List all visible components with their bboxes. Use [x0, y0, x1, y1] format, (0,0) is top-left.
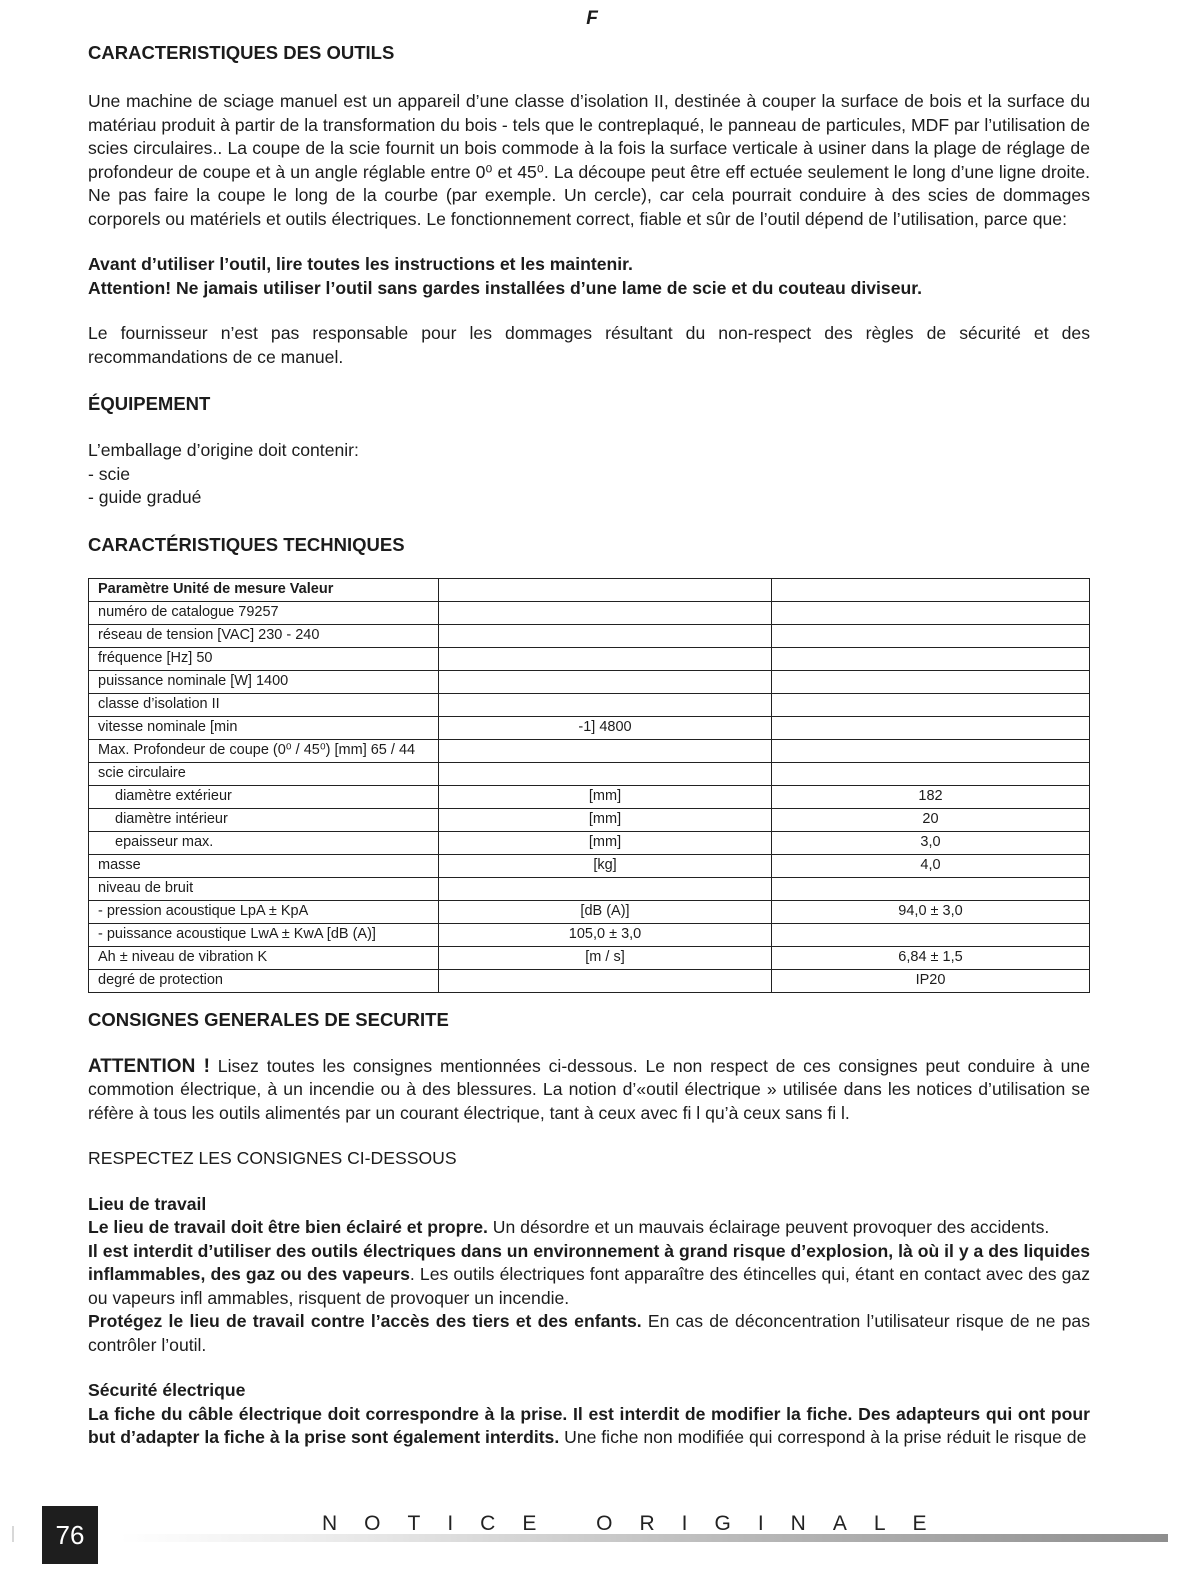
paragraph-lieu-1: [88, 1216, 1090, 1240]
spec-row: [89, 624, 1090, 647]
spec-cell: vitesse nominale [min: [89, 716, 439, 739]
spec-cell: [772, 923, 1090, 946]
spec-cell: [439, 969, 772, 992]
spec-cell: [772, 578, 1090, 601]
spec-cell: [439, 670, 772, 693]
spec-row: [89, 647, 1090, 670]
spec-row: [89, 601, 1090, 624]
spec-cell: niveau de bruit: [89, 877, 439, 900]
spec-row: [89, 578, 1090, 601]
spec-cell: 20: [772, 808, 1090, 831]
spec-cell: Ah ± niveau de vibration K: [89, 946, 439, 969]
lieu-text-3: En cas de déconcentration l’utilisateur risque de ne pas contrôler l’outil.: [88, 1311, 1090, 1355]
spec-cell: epaisseur max.: [89, 831, 439, 854]
securite-text-1: Une fiche non modifiée qui correspond à la prise réduit le risque de: [559, 1427, 1087, 1447]
spec-cell: Paramètre Unité de mesure Valeur: [89, 578, 439, 601]
spec-row: [89, 877, 1090, 900]
spec-cell: numéro de catalogue 79257: [89, 601, 439, 624]
spec-cell: [772, 647, 1090, 670]
section-title-equipement: ÉQUIPEMENT: [88, 393, 211, 414]
spec-row: [89, 785, 1090, 808]
spec-cell: [mm]: [439, 831, 772, 854]
paragraph-lieu-3: [88, 1310, 1090, 1357]
lieu-bold-3: Protégez le lieu de travail contre l’accès des tiers et des enfants.: [88, 1311, 642, 1331]
spec-row: [89, 946, 1090, 969]
subtitle-securite-electrique: Sécurité électrique: [88, 1380, 246, 1400]
attention-label: ATTENTION !: [88, 1055, 210, 1077]
equipment-intro: L’emballage d’origine doit contenir:: [88, 440, 359, 460]
spec-row: [89, 923, 1090, 946]
spec-cell: diamètre extérieur: [89, 785, 439, 808]
spec-row: [89, 693, 1090, 716]
paragraph-lieu-2: [88, 1240, 1090, 1311]
page-footer: [0, 1500, 1184, 1576]
spec-cell: [439, 877, 772, 900]
lieu-text-1: Un désordre et un mauvais éclairage peuvent provoquer des accidents.: [487, 1217, 1050, 1237]
spec-row: [89, 739, 1090, 762]
equipment-item: - scie: [88, 463, 131, 484]
paragraph-liability: Le fournisseur n’est pas responsable pour les dommages résultant du non-respect des règles de sécurité et des recommandations de ce manuel.: [88, 323, 1090, 367]
spec-cell: [772, 693, 1090, 716]
spec-cell: [772, 877, 1090, 900]
spec-cell: [dB (A)]: [439, 900, 772, 923]
spec-cell: [772, 739, 1090, 762]
spec-cell: diamètre intérieur: [89, 808, 439, 831]
spec-cell: 94,0 ± 3,0: [772, 900, 1090, 923]
warning-read-instructions: Avant d’utiliser l’outil, lire toutes les instructions et les maintenir.: [88, 254, 633, 274]
spec-cell: [439, 624, 772, 647]
spec-cell: [439, 578, 772, 601]
spec-cell: [mm]: [439, 785, 772, 808]
paragraph-securite-1: [88, 1403, 1090, 1450]
spec-cell: [772, 601, 1090, 624]
warning-guards: Attention! Ne jamais utiliser l’outil sans gardes installées d’une lame de scie et du couteau diviseur.: [88, 277, 922, 298]
language-marker: F: [586, 8, 598, 29]
spec-cell: degré de protection: [89, 969, 439, 992]
spec-cell: [439, 739, 772, 762]
spec-cell: [439, 762, 772, 785]
spec-cell: 182: [772, 785, 1090, 808]
spec-cell: 6,84 ± 1,5: [772, 946, 1090, 969]
spec-row: [89, 670, 1090, 693]
spec-row: [89, 716, 1090, 739]
spec-cell: [m / s]: [439, 946, 772, 969]
spec-cell: [439, 693, 772, 716]
spec-cell: réseau de tension [VAC] 230 - 240: [89, 624, 439, 647]
spec-cell: 105,0 ± 3,0: [439, 923, 772, 946]
lieu-text-2: . Les outils électriques font apparaître des étincelles qui, étant en contact avec des gaz ou vapeurs infl ammables, risquent de provoquer un incendie.: [88, 1264, 1090, 1308]
margin-mark: [12, 1526, 14, 1542]
spec-cell: - pression acoustique LpA ± KpA: [89, 900, 439, 923]
subtitle-lieu-de-travail: Lieu de travail: [88, 1193, 207, 1214]
spec-row: [89, 762, 1090, 785]
spec-cell: Max. Profondeur de coupe (0⁰ / 45⁰) [mm] 65 / 44: [89, 739, 439, 762]
lieu-bold-2: Il est interdit d’utiliser des outils électriques dans un environnement à grand risque d’explosion, là où il y a des liquides inflammables, des gaz ou des vapeurs: [88, 1240, 1090, 1284]
spec-cell: [kg]: [439, 854, 772, 877]
equipment-item: - guide gradué: [88, 487, 202, 507]
spec-row: [89, 854, 1090, 877]
section-title-caracteristiques-techniques: CARACTÉRISTIQUES TECHNIQUES: [88, 533, 405, 555]
spec-cell: [439, 601, 772, 624]
spec-cell: [772, 716, 1090, 739]
spec-cell: 4,0: [772, 854, 1090, 877]
spec-cell: scie circulaire: [89, 762, 439, 785]
spec-cell: -1] 4800: [439, 716, 772, 739]
spec-cell: - puissance acoustique LwA ± KwA [dB (A)]: [89, 923, 439, 946]
spec-cell: fréquence [Hz] 50: [89, 647, 439, 670]
notice-originale-label: NOTICE ORIGINALE: [322, 1512, 954, 1535]
spec-cell: [439, 647, 772, 670]
lieu-bold-1: Le lieu de travail doit être bien éclairé et propre.: [88, 1217, 488, 1237]
spec-table: [88, 578, 1090, 993]
securite-bold-1: La fiche du câble électrique doit correspondre à la prise. Il est interdit de modifier la fiche. Des adapteurs qui ont pour but d’adapter la fiche à la prise sont également interdits.: [88, 1403, 1090, 1447]
spec-row: [89, 831, 1090, 854]
spec-cell: [772, 762, 1090, 785]
spec-cell: IP20: [772, 969, 1090, 992]
spec-cell: 3,0: [772, 831, 1090, 854]
spec-cell: [mm]: [439, 808, 772, 831]
section-title-consignes: CONSIGNES GENERALES DE SECURITE: [88, 1008, 449, 1030]
spec-row: [89, 969, 1090, 992]
spec-cell: [772, 624, 1090, 647]
spec-cell: classe d’isolation II: [89, 693, 439, 716]
respect-heading: RESPECTEZ LES CONSIGNES CI-DESSOUS: [88, 1148, 457, 1168]
spec-cell: puissance nominale [W] 1400: [89, 670, 439, 693]
spec-row: [89, 900, 1090, 923]
paragraph-attention: [88, 1055, 1090, 1126]
spec-cell: [772, 670, 1090, 693]
page-number: 76: [42, 1506, 98, 1564]
attention-text: Lisez toutes les consignes mentionnées ci-dessous. Le non respect de ces consignes peut conduire à une commotion électrique, à un incendie ou à des blessures. La notion d’«outil électrique » utilisée dans les notices d’utilisation se réfère à tous les outils alimentés par un courant électrique, tant à ceux avec fi l qu’à ceux sans fi l.: [88, 1055, 1090, 1123]
page-content: [88, 40, 1090, 1450]
section-title-caracteristiques: CARACTERISTIQUES DES OUTILS: [88, 42, 395, 63]
paragraph-description: Une machine de sciage manuel est un appareil d’une classe d’isolation II, destinée à couper la surface de bois et la surface du matériau produit à partir de la transformation du bois - tels que le contreplaqué, le panneau de particules, MDF par l’utilisation de scies circulaires.. La coupe de la scie fournit un bois commode à la fois la surface verticale à usiner dans la plage de réglage de profondeur de coupe et à un angle réglable entre 0⁰ et 45⁰. La découpe peut être eff ectuée seulement le long d’une ligne droite. Ne pas faire la coupe le long de la courbe (par exemple. Un cercle), car cela pourrait conduire à des scies de dommages corporels ou matériels et outils électriques. Le fonctionnement correct, fiable et sûr de l’outil dépend de l’utilisation, parce que:: [88, 91, 1090, 229]
spec-row: [89, 808, 1090, 831]
spec-cell: masse: [89, 854, 439, 877]
